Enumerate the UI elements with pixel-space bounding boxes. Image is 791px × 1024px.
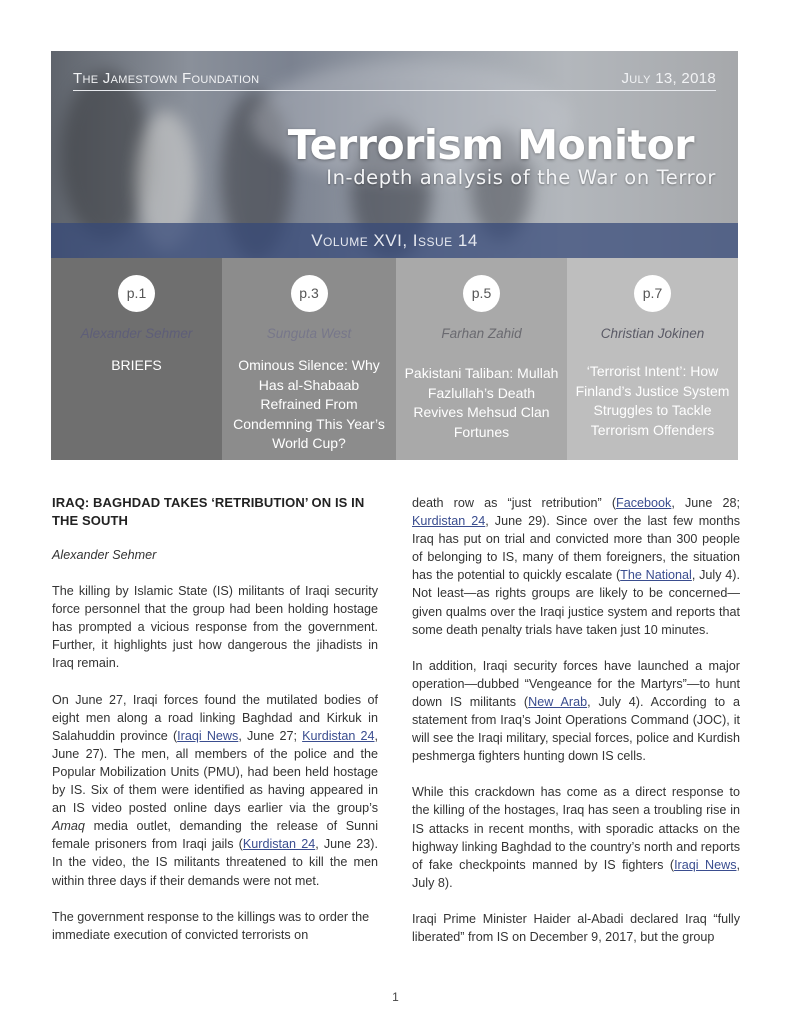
italic-run: Amaq [52,819,85,834]
toc-author: Farhan Zahid [441,326,522,341]
article-paragraph [52,691,378,890]
article-paragraph [412,783,740,892]
text-run: , June 23). In the video, the IS militants threatened to kill the men within three days if their demands were not met. [52,837,378,888]
source-link-new-arab[interactable]: New Arab [528,694,588,709]
source-link-kurdistan-24[interactable]: Kurdistan 24 [412,514,486,529]
toc-author: Sunguta West [266,326,352,341]
text-run: , July 4). According to a statement from Iraq’s Joint Operations Command (JOC), it will see the Iraqi military, special forces, police and Kurdish peshmerga fighters hunting down IS cells. [412,694,740,764]
toc-headline[interactable]: BRIEFS [111,357,162,373]
text-run: , June 29). Since over the last few months Iraq has put on trial and convicted more than 300 people of belonging to IS, many of them foreigners, the situation has the potential to quickly escalate ( [412,514,740,583]
page-badge: p.3 [291,275,328,312]
article-paragraph: Iraqi Prime Minister Haider al-Abadi declared Iraq “fully liberated” from IS on December 9, 2017, but the group [412,911,740,944]
organization-name: The Jamestown Foundation [73,70,260,87]
source-link-kurdistan-24[interactable]: Kurdistan 24 [242,837,316,852]
issue-date: July 13, 2018 [621,70,716,87]
toc-headline[interactable]: Ominous Silence: Why Has al-Shabaab Refrained From Condemning This Year’s World Cup? [233,357,385,451]
source-link-facebook[interactable]: Facebook [616,496,672,510]
text-run: In addition, Iraqi security forces have launched a major operation—dubbed “Vengeance for the Martyrs”—to hunt down IS militants ( [412,658,740,709]
source-link-kurdistan-24[interactable]: Kurdistan 24 [302,728,375,743]
text-run: death row as “just retribution” ( [412,496,617,510]
publication-title: Terrorism Monitor [287,121,694,169]
masthead-banner [51,51,738,258]
text-run: , July 4). Not least—as rights groups are likely to be concerned—given qualms over the Iraqi justice system and reports that some death penalty trials have taken just 10 minutes. [412,568,740,637]
toc-item[interactable] [222,258,396,460]
toc-headline[interactable]: ‘Terrorist Intent’: How Finland’s Justice System Struggles to Tackle Terrorism Offenders [575,363,730,438]
page-number: 1 [392,990,399,1004]
text-run: media outlet, demanding the release of Sunni female prisoners from Iraqi jails ( [52,819,378,852]
text-run: , June 27; [238,728,303,743]
text-run: On June 27, Iraqi forces found the mutilated bodies of eight men along a road linking Baghdad and Kirkuk in Salahuddin province ( [52,692,378,743]
toc-item[interactable] [51,258,222,460]
page-badge: p.5 [463,275,500,312]
article-paragraph: The killing by Islamic State (IS) militants of Iraqi security force personnel that the group had been holding hostage has prompted a vicious response from the government. Further, it highlights just how dangerous the jihadists in Iraq remain. [52,584,378,671]
volume-issue: Volume XVI, Issue 14 [51,223,738,258]
article-byline: Alexander Sehmer [52,548,157,562]
toc-item[interactable] [567,258,738,460]
text-run: , June 27). The men, all members of the police and the Popular Mobilization Units (PMU), had been held hostage by IS. Six of them were identified as having appeared in an IS video posted online days earlier via the group’s [52,728,378,816]
article-paragraph: The government response to the killings was to order the immediate execution of convicted terrorists on [52,909,370,942]
source-link-iraqi-news[interactable]: Iraqi News [177,728,239,743]
text-run: , July 8). [412,857,740,890]
text-run: , June 28; [671,496,740,510]
source-link-iraqi-news[interactable]: Iraqi News [674,857,737,872]
article-paragraph [412,494,740,639]
page-badge: p.1 [118,275,155,312]
banner-top-bar [73,66,716,91]
publication-subtitle: In-depth analysis of the War on Terror [326,166,716,189]
article-headline: IRAQ: BAGHDAD TAKES ‘RETRIBUTION’ ON IS IN THE SOUTH [52,495,365,528]
toc-author: Christian Jokinen [600,326,705,341]
source-link-the-national[interactable]: The National [620,568,692,583]
table-of-contents [51,258,738,460]
page-badge: p.7 [634,275,671,312]
text-run: While this crackdown has come as a direct response to the killing of the hostages, Iraq has seen a troubling rise in IS attacks in recent months, with sporadic attacks on the highway linking Baghdad to the country’s north and reports of fake checkpoints manned by IS fighters ( [412,785,740,872]
article-column-left [52,494,378,962]
article-paragraph [412,657,740,766]
article-column-right [412,494,740,964]
toc-author: Alexander Sehmer [80,326,193,341]
toc-headline[interactable]: Pakistani Taliban: Mullah Fazlullah’s Death Revives Mehsud Clan Fortunes [404,365,559,440]
toc-item[interactable] [396,258,567,460]
